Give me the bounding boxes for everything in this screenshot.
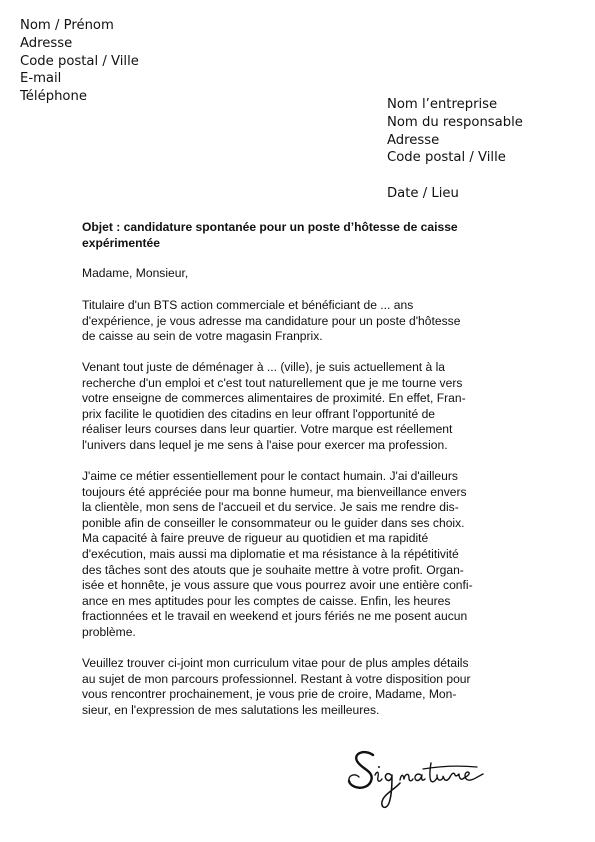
paragraph-qualities — [82, 469, 473, 641]
recipient-address: Adresse — [387, 132, 440, 148]
sender-postal-city: Code postal / Ville — [20, 53, 139, 69]
sender-address: Adresse — [20, 35, 73, 51]
paragraph-line: de caisse au sein de votre magasin Franprix. — [82, 329, 323, 344]
paragraph-line: recherche d'un emploi et c'est tout naturellement que je me tourne vers — [82, 375, 463, 390]
paragraph-line: votre enseigne de commerces alimentaires de proximité. En effet, Fran- — [82, 391, 466, 406]
paragraph-line: Ma capacité à faire preuve de rigueur au quotidien et ma rapidité — [82, 531, 429, 546]
date-place: Date / Lieu — [387, 186, 459, 201]
paragraph-line: au sujet de mon parcours professionnel. Restant à votre disposition pour — [82, 671, 471, 686]
paragraph-line: vous rencontrer prochainement, je vous prie de croire, Madame, Mon- — [82, 687, 457, 702]
recipient-postal-city: Code postal / Ville — [387, 150, 506, 166]
salutation: Madame, Monsieur, — [82, 266, 189, 280]
recipient-block — [387, 96, 523, 167]
paragraph-line: prix facilite le quotidien des citadins en leur offrant l'opportunité de — [82, 406, 436, 421]
paragraph-line: la clientèle, mon sens de l'accueil et du service. Je sais me rendre dis- — [82, 500, 459, 515]
paragraph-motivation — [82, 360, 466, 454]
paragraph-line: J'aime ce métier essentiellement pour le contact humain. J'ai d'ailleurs — [82, 469, 458, 483]
paragraph-line: d'expérience, je vous adresse ma candidature pour un poste d'hôtesse — [82, 313, 461, 328]
subject-line: Objet : candidature spontanée pour un poste d’hôtesse de caisse — [82, 220, 458, 234]
subject-line: expérimentée — [82, 235, 160, 250]
sender-email: E-mail — [20, 71, 62, 87]
paragraph-intro — [82, 298, 460, 345]
sender-block — [20, 17, 139, 106]
paragraph-line: des tâches sont des atouts que je souhaite mettre à votre profit. Organ- — [82, 562, 464, 577]
paragraph-line: Venant tout juste de déménager à ... (ville), je suis actuellement à la — [82, 360, 446, 374]
paragraph-closing — [82, 656, 471, 718]
paragraph-line: ance en mes aptitudes pour les comptes de caisse. Enfin, les heures — [82, 593, 451, 608]
sender-phone: Téléphone — [20, 89, 87, 105]
paragraph-line: toujours été appréciée pour ma bonne humeur, ma bienveillance envers — [82, 484, 467, 499]
paragraph-line: réaliser leurs courses dans leur quartier. Votre marque est réellement — [82, 422, 453, 437]
sender-name: Nom / Prénom — [20, 18, 114, 33]
paragraph-line: ponible afin de conseiller le consommateur ou le guider dans ses choix. — [82, 515, 465, 530]
recipient-manager: Nom du responsable — [387, 114, 523, 130]
paragraph-line: sieur, en l'expression de mes salutations les meilleures. — [82, 702, 380, 717]
letter-subject — [82, 220, 522, 251]
paragraph-line: Veuillez trouver ci-joint mon curriculum vitae pour de plus amples détails — [82, 656, 469, 670]
paragraph-line: d'exécution, mais aussi ma diplomatie et ma résistance à la répétitivité — [82, 546, 459, 561]
handwritten-signature — [345, 745, 495, 815]
paragraph-line: l'univers dans lequel je me sens à l'aise pour exercer ma profession. — [82, 437, 448, 452]
paragraph-line: problème. — [82, 624, 136, 639]
recipient-company: Nom l’entreprise — [387, 97, 498, 112]
paragraph-line: Titulaire d'un BTS action commerciale et bénéficiant de ... ans — [82, 298, 414, 312]
paragraph-line: fractionnées et le travail en weekend et jours fériés ne me posent aucun — [82, 609, 468, 624]
paragraph-line: isée et honnête, je vous assure que vous pourrez avoir une entière confi- — [82, 578, 473, 593]
